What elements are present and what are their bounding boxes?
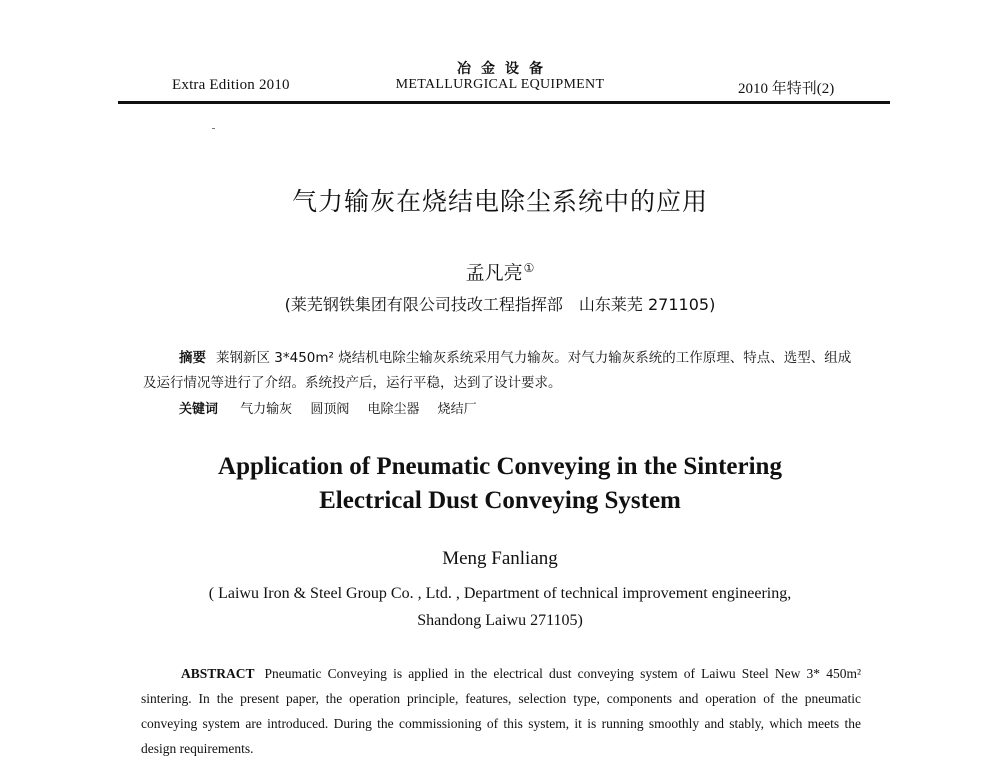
title-en-line-1: Application of Pneumatic Conveying in the Sintering [218,453,782,480]
abstract-en [141,661,861,761]
title-en-line-2: Electrical Dust Conveying System [319,487,681,514]
abstract-cn [143,346,863,396]
header-issue: 2010 年特刊(2) [738,81,835,97]
affiliation-en-line-2: Shandong Laiwu 271105) [417,612,583,629]
title-cn: 气力输灰在烧结电除尘系统中的应用 [291,187,708,216]
keywords-cn-label: 关键词 [179,402,219,417]
keywords-cn [179,398,491,417]
title-en [0,450,1000,518]
abstract-cn-label: 摘要 [179,350,206,366]
affiliation-en-line-1: ( Laiwu Iron & Steel Group Co. , Ltd. , Department of technical improvement engineering, [208,585,792,602]
author-cn-footnote-mark: ① [523,260,535,275]
header-edition: Extra Edition 2010 [172,77,290,93]
abstract-en-label: ABSTRACT [181,666,255,681]
author-cn-name: 孟凡亮 [465,262,523,284]
keyword-cn: 气力输灰 [240,402,293,417]
affiliation-cn: (莱芜钢铁集团有限公司技改工程指挥部 山东莱芜 271105) [284,295,716,314]
affiliation-en [0,580,1000,634]
keyword-cn: 烧结厂 [437,402,477,417]
scan-speck [212,128,215,129]
header-journal-en: METALLURGICAL EQUIPMENT [395,77,605,92]
author-en: Meng Fanliang [442,548,558,569]
keyword-cn: 电除尘器 [367,402,420,417]
author-cn [0,258,1000,285]
header-rule [118,101,890,104]
header-journal-cn: 冶金设备 [457,61,553,77]
keyword-cn: 圆顶阀 [310,402,350,417]
abstract-cn-text: 莱钢新区 3*450m² 烧结机电除尘输灰系统采用气力输灰。对气力输灰系统的工作原理、特点、选型、组成及运行情况等进行了介绍。系统投产后，运行平稳，达到了设计要求。 [143,350,852,391]
abstract-en-text: Pneumatic Conveying is applied in the electrical dust conveying system of Laiwu Steel New 3* 450m² sintering. In the present paper, the operation principle, features, selection type, components and operation of the pneumatic conveying system are introduced. During the commissioning of this system, it is running smoothly and stably, which meets the design requirements. [141,666,861,756]
